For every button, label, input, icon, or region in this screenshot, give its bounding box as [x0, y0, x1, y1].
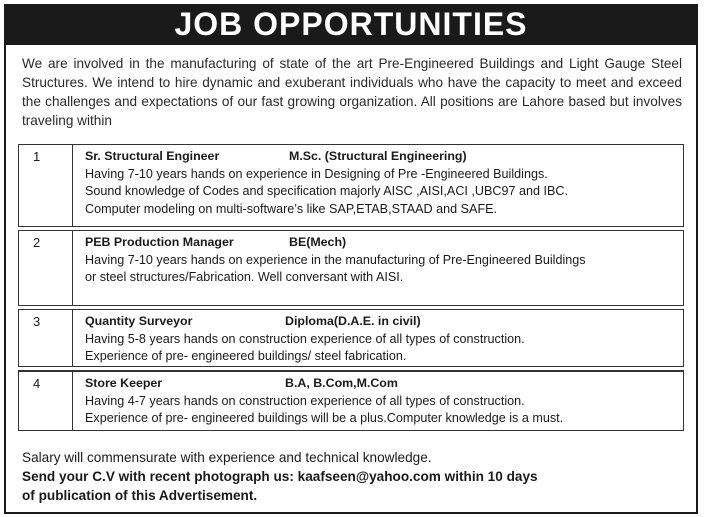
- job-qualification: M.Sc. (Structural Engineering): [289, 149, 467, 163]
- column-divider: [72, 372, 73, 430]
- job-title: Store Keeper: [85, 376, 163, 390]
- job-number: 3: [33, 314, 41, 329]
- job-detail-line: Having 5-8 years hands on construction experience of all types of construction.: [85, 331, 525, 346]
- job-row: [18, 309, 684, 367]
- application-instruction: Send your C.V with recent photograph us: kaafseen@yahoo.com within 10 days: [22, 469, 538, 484]
- job-qualification: B.A, B.Com,M.Com: [285, 376, 398, 390]
- job-list: [18, 144, 684, 434]
- job-detail-line: Having 7-10 years hands on experience in the manufacturing of Pre-Engineered Buildings: [85, 252, 586, 267]
- column-divider: [72, 231, 73, 305]
- column-divider: [72, 310, 73, 366]
- job-qualification: BE(Mech): [289, 235, 347, 249]
- job-detail-line: Experience of pre- engineered buildings will be a plus.Computer knowledge is a must.: [85, 411, 564, 425]
- job-qualification: Diploma(D.A.E. in civil): [285, 314, 421, 328]
- job-number: 4: [33, 376, 41, 391]
- job-title: PEB Production Manager: [85, 235, 234, 249]
- job-detail-line: Having 7-10 years hands on experience in Designing of Pre -Engineered Buildings.: [85, 166, 548, 181]
- job-detail-line: or steel structures/Fabrication. Well conversant with AISI.: [85, 270, 404, 284]
- job-detail-line: Experience of pre- engineered buildings/ steel fabrication.: [85, 349, 407, 363]
- intro-paragraph: We are involved in the manufacturing of state of the art Pre-Engineered Buildings and Light Gauge Steel Structures. We intend to hire dynamic and exuberant individuals who have the capacity to meet and exceed the challenges and expectations of our fast growing organization. All positions are Lahore based but involves traveling within: [22, 56, 682, 128]
- job-row: [18, 370, 684, 431]
- page-title: JOB OPPORTUNITIES: [4, 4, 698, 45]
- job-number: 1: [33, 149, 41, 164]
- job-detail-line: Computer modeling on multi-software’s like SAP,ETAB,STAAD and SAFE.: [85, 201, 498, 216]
- job-row: [18, 144, 684, 227]
- footer: [22, 448, 682, 505]
- job-row: [18, 230, 684, 306]
- job-number: 2: [33, 235, 41, 250]
- job-title: Sr. Structural Engineer: [85, 149, 220, 163]
- application-deadline: of publication of this Advertisement.: [22, 488, 258, 503]
- job-detail-line: Having 4-7 years hands on construction experience of all types of construction.: [85, 393, 525, 408]
- job-detail-line: Sound knowledge of Codes and specification majorly AISC ,AISI,ACI ,UBC97 and IBC.: [85, 184, 569, 198]
- job-title: Quantity Surveyor: [85, 314, 193, 328]
- salary-note: Salary will commensurate with experience and technical knowledge.: [22, 450, 432, 465]
- column-divider: [72, 145, 73, 226]
